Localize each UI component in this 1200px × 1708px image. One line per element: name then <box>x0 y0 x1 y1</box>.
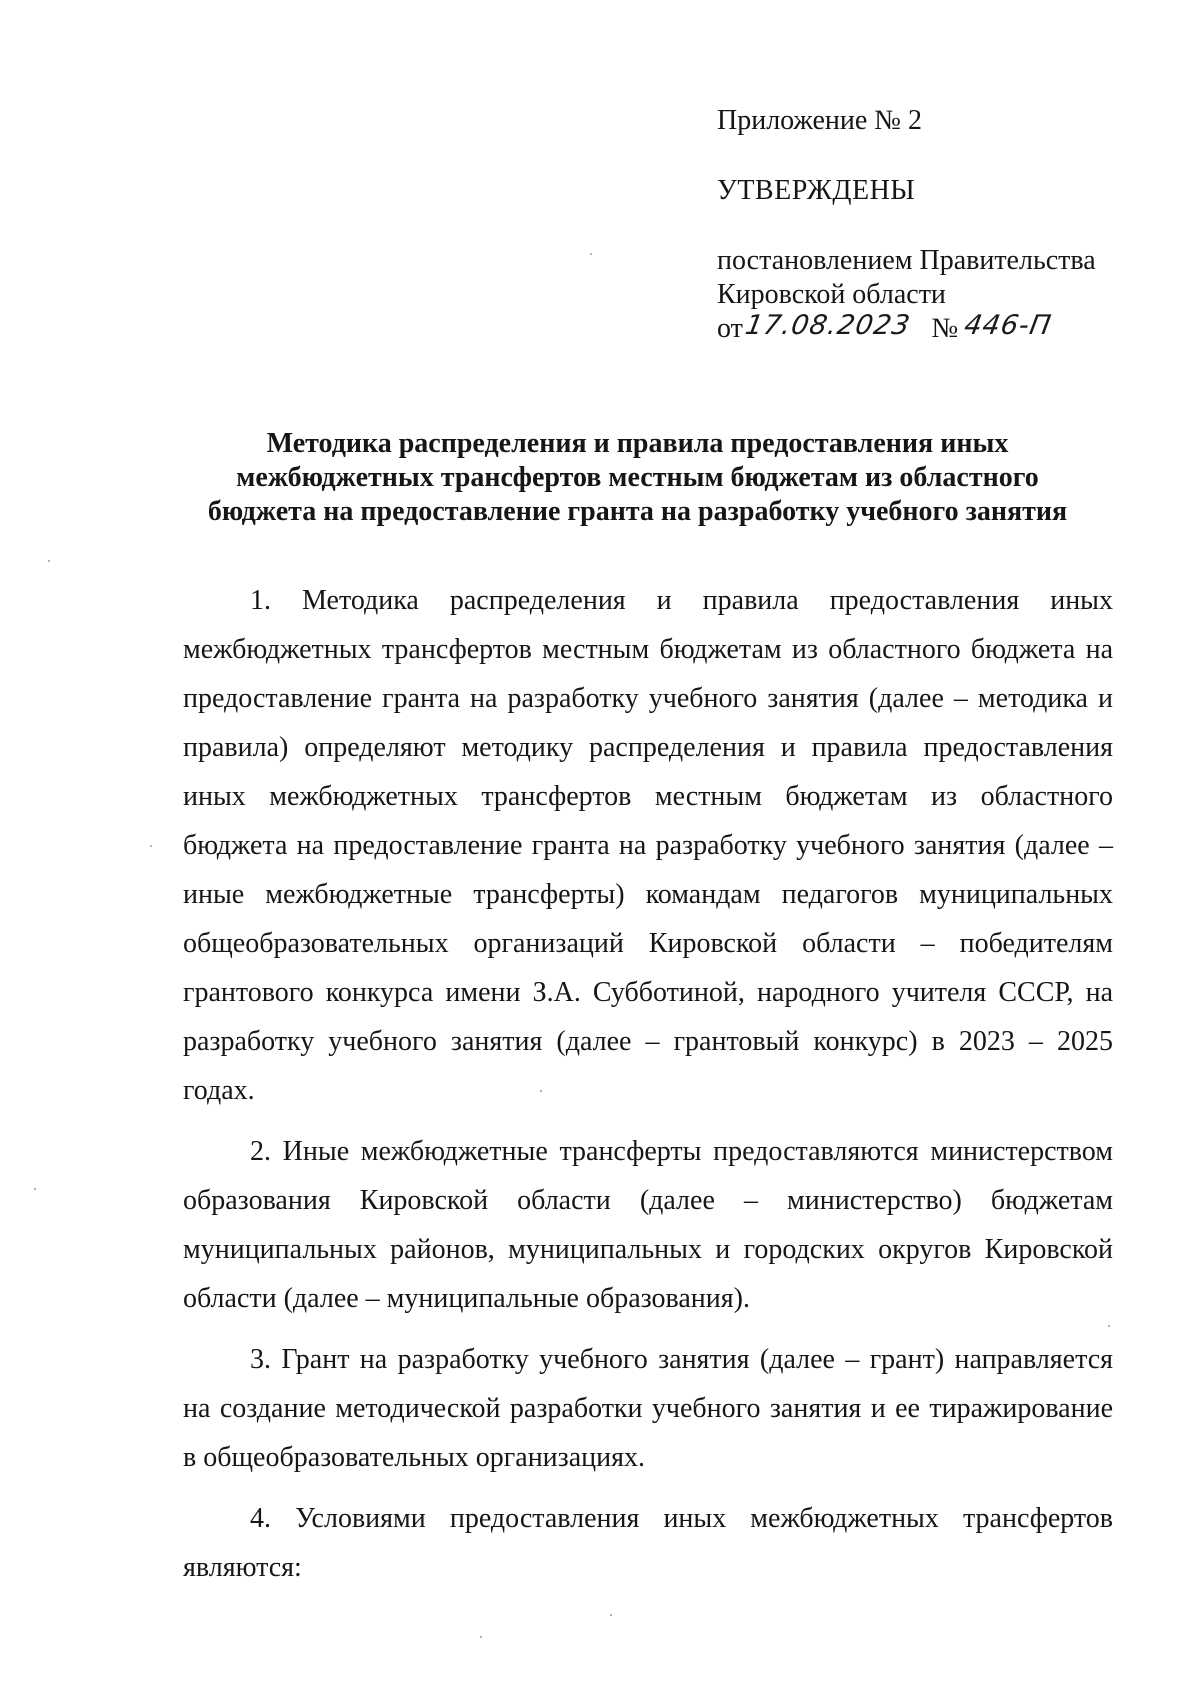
scan-speck <box>610 1614 612 1616</box>
scan-speck <box>1108 1325 1110 1327</box>
decree-reference <box>717 244 1157 346</box>
approval-block <box>717 104 1157 346</box>
approved-heading: УТВЕРЖДЕНЫ <box>717 175 916 206</box>
paragraph-3: 3. Грант на разработку учебного занятия (далее – грант) направляется на создание методической разработки учебного занятия и ее тиражирование в общеобразовательных организациях. <box>183 1344 1113 1473</box>
decree-date-line <box>717 312 1157 346</box>
decree-line-1: постановлением Правительства <box>717 245 1096 276</box>
paragraph-2: 2. Иные межбюджетные трансферты предоставляются министерством образования Кировской области (далее – министерство) бюджетам муниципальных районов, муниципальных и городских округов Кировской области (далее – муниципальные образования). <box>183 1136 1113 1314</box>
title-line-1: Методика распределения и правила предоставления иных <box>266 428 1009 459</box>
scan-speck <box>34 1188 36 1190</box>
handwritten-number: 446-П <box>962 310 1055 341</box>
number-sign: № <box>931 313 959 344</box>
decree-line-2: Кировской области <box>717 279 946 310</box>
handwritten-date: 17.08.2023 <box>742 310 913 341</box>
scan-speck <box>540 1090 542 1092</box>
scan-speck <box>150 845 152 847</box>
date-prefix: от <box>717 313 743 344</box>
scan-speck <box>48 560 50 562</box>
document-body <box>183 576 1113 1592</box>
appendix-label: Приложение № 2 <box>717 105 922 136</box>
title-line-3: бюджета на предоставление гранта на разработку учебного занятия <box>207 496 1068 527</box>
scan-speck <box>590 253 592 255</box>
document-title <box>150 427 1125 529</box>
paragraph-4: 4. Условиями предоставления иных межбюджетных трансфертов являются: <box>183 1503 1113 1583</box>
scan-speck <box>480 1636 482 1638</box>
title-line-2: межбюджетных трансфертов местным бюджетам из областного <box>236 462 1039 493</box>
paragraph-1: 1. Методика распределения и правила предоставления иных межбюджетных трансфертов местным бюджетам из областного бюджета на предоставление гранта на разработку учебного занятия (далее – методика и правила) определяют методику распределения и правила предоставления иных межбюджетных трансфертов местным бюджетам из областного бюджета на предоставление гранта на разработку учебного занятия (далее – иные межбюджетные трансферты) командам педагогов муниципальных общеобразовательных организаций Кировской области – победителям грантового конкурса имени З.А. Субботиной, народного учителя СССР, на разработку учебного занятия (далее – грантовый конкурс) в 2023 – 2025 годах. <box>183 585 1113 1106</box>
